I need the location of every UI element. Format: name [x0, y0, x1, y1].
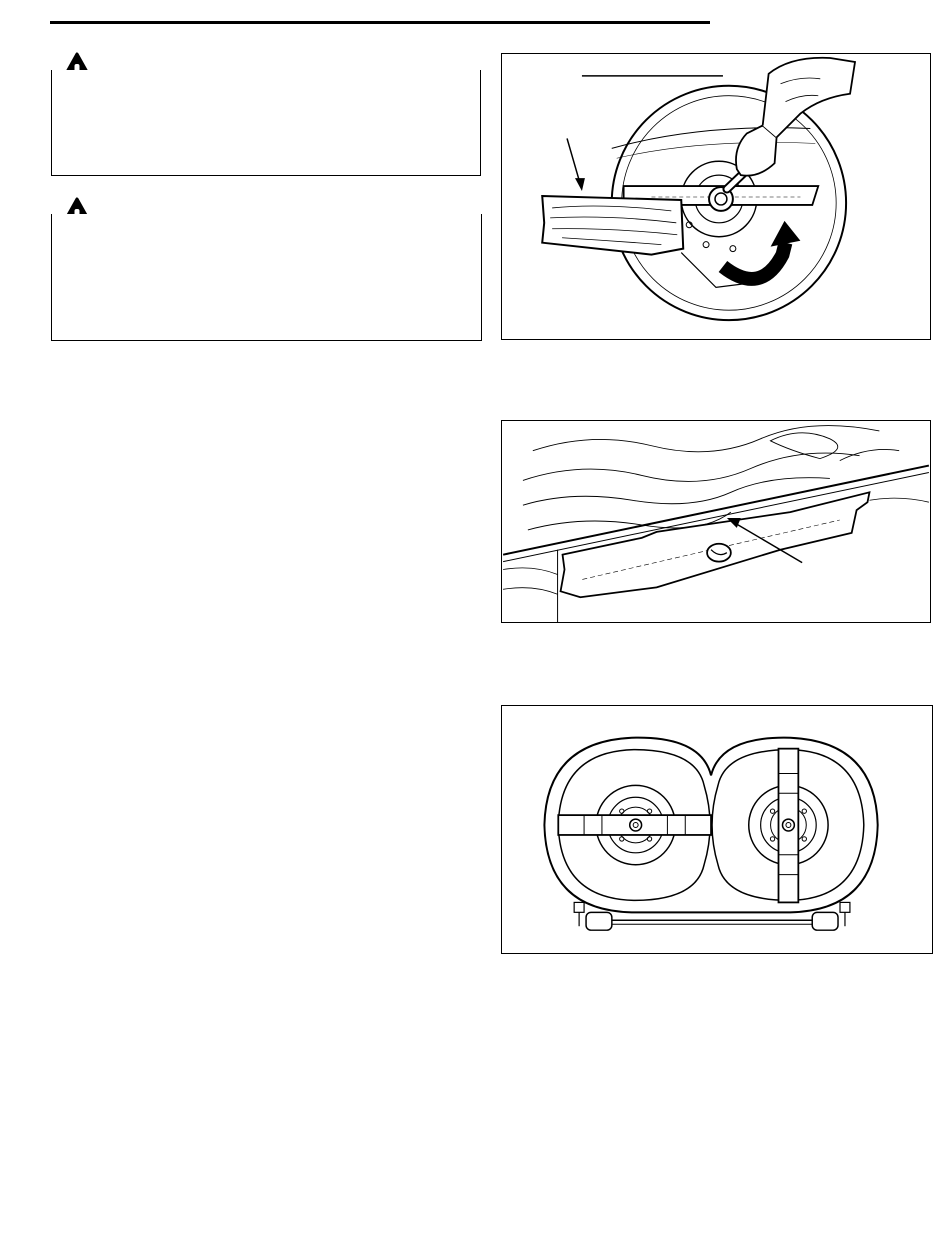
blade-orientation-figure — [501, 705, 933, 954]
header-rule — [50, 21, 710, 24]
mower-deck-blades-icon — [502, 706, 932, 953]
wood-block-and-wrench-icon — [502, 54, 930, 339]
blade-removal-figure — [501, 53, 931, 340]
warning-box — [51, 70, 481, 176]
warning-box — [51, 214, 482, 341]
blade-on-wood-icon — [502, 421, 930, 622]
blade-installation-figure — [501, 420, 931, 623]
